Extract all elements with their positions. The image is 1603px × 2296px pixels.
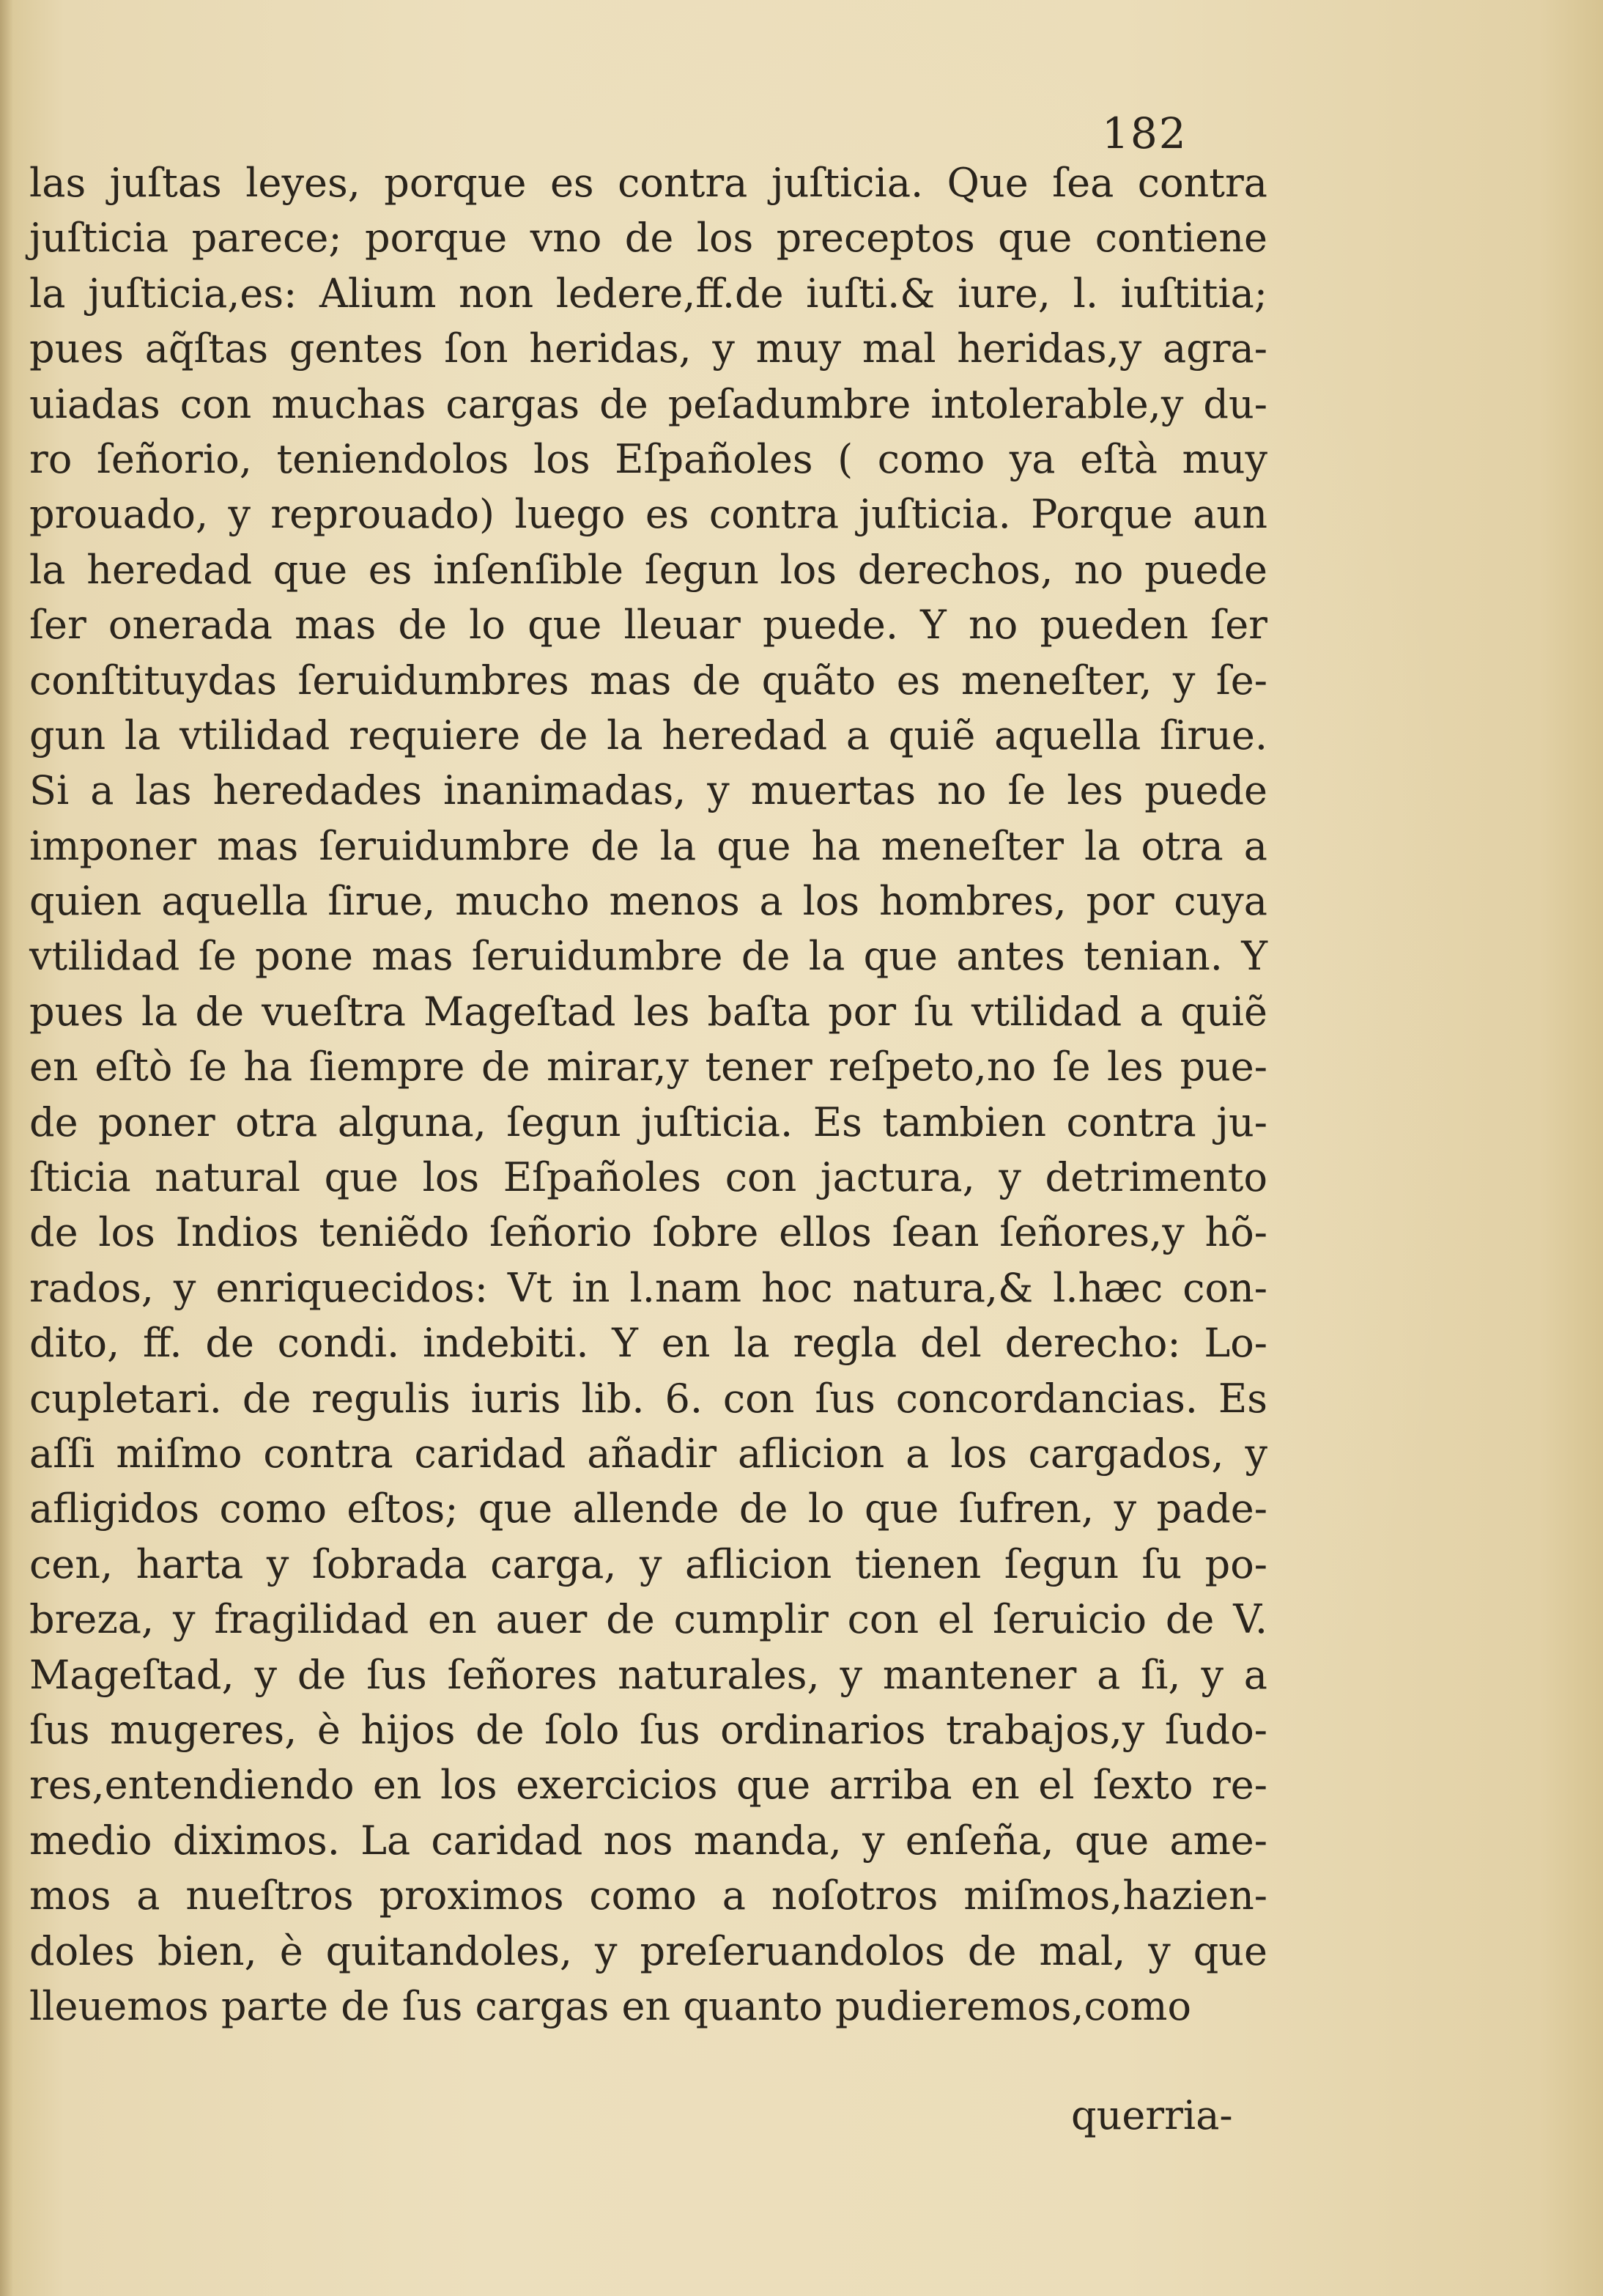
text-line: ſer onerada mas de lo que lleuar puede. Y no pueden ſer xyxy=(29,602,1267,649)
text-line: cupletari. de regulis iuris lib. 6. con ſus concordancias. Es xyxy=(29,1375,1267,1422)
text-line: gun la vtilidad requiere de la heredad a quiẽ aquella ſirue. xyxy=(29,712,1267,758)
text-line: uiadas con muchas cargas de peſadumbre intolerable,y du- xyxy=(29,380,1267,427)
text-line: pues aq̃ſtas gentes ſon heridas, y muy mal heridas,y agra- xyxy=(29,325,1267,372)
text-line: juſticia parece; porque vno de los preceptos que contiene xyxy=(29,215,1267,262)
catchword: querria- xyxy=(1071,2092,1233,2138)
text-line: imponer mas ſeruidumbre de la que ha meneſter la otra a xyxy=(29,822,1267,869)
text-line: las juſtas leyes, porque es contra juſticia. Que ſea contra xyxy=(29,160,1267,206)
text-line: quien aquella ſirue, mucho menos a los hombres, por cuya xyxy=(29,878,1267,925)
text-line: vtilidad ſe pone mas ſeruidumbre de la que antes tenian. Y xyxy=(29,933,1267,980)
text-line: afligidos como eſtos; que allende de lo que ſufren, y pade- xyxy=(29,1485,1267,1532)
text-line: ſus mugeres, è hijos de ſolo ſus ordinarios trabajos,y ſudo- xyxy=(29,1706,1267,1753)
text-line: Mageſtad, y de ſus ſeñores naturales, y mantener a ſi, y a xyxy=(29,1651,1267,1698)
text-line: la juſticia,es: Alium non ledere,ff.de iuſti.& iure, l. iuſtitia; xyxy=(29,270,1267,317)
text-line: cen, harta y ſobrada carga, y aflicion tienen ſegun ſu po- xyxy=(29,1540,1267,1587)
text-line: ſticia natural que los Eſpañoles con jactura, y detrimento xyxy=(29,1154,1267,1201)
text-line: conſtituydas ſeruidumbres mas de quãto es meneſter, y ſe- xyxy=(29,657,1267,704)
text-line: la heredad que es inſenſible ſegun los derechos, no puede xyxy=(29,546,1267,593)
text-line: lleuemos parte de ſus cargas en quanto pudieremos,como xyxy=(29,1982,1192,2029)
text-line: de poner otra alguna, ſegun juſticia. Es tambien contra ju- xyxy=(29,1099,1267,1145)
page-number: 182 xyxy=(1102,108,1188,158)
text-line: ro ſeñorio, teniendolos los Eſpañoles ( como ya eſtà muy xyxy=(29,435,1267,482)
text-line: Si a las heredades inanimadas, y muertas no ſe les puede xyxy=(29,767,1267,814)
text-line: doles bien, è quitandoles, y preſeruandolos de mal, y que xyxy=(29,1927,1267,1974)
text-line: rados, y enriquecidos: Vt in l.nam hoc natura,& l.hæc con- xyxy=(29,1264,1267,1311)
text-line: mos a nueſtros proximos como a noſotros miſmos,hazien- xyxy=(29,1872,1267,1919)
text-line: medio diximos. La caridad nos manda, y enſeña, que ame- xyxy=(29,1817,1267,1864)
page-edge-shadow xyxy=(0,0,13,2296)
text-line: de los Indios teniẽdo ſeñorio ſobre ellos ſean ſeñores,y hõ- xyxy=(29,1209,1267,1256)
text-line: breza, y fragilidad en auer de cumplir con el ſeruicio de V. xyxy=(29,1596,1267,1643)
body-text xyxy=(29,155,1267,2034)
text-line: aſſi miſmo contra caridad añadir aflicion a los cargados, y xyxy=(29,1430,1267,1477)
text-line: en eſtò ſe ha ſiempre de mirar,y tener reſpeto,no ſe les pue- xyxy=(29,1044,1267,1090)
text-line: res,entendiendo en los exercicios que arriba en el ſexto re- xyxy=(29,1762,1267,1809)
text-line: dito, ff. de condi. indebiti. Y en la regla del derecho: Lo- xyxy=(29,1320,1267,1367)
text-line: pues la de vueſtra Mageſtad les baſta por ſu vtilidad a quiẽ xyxy=(29,988,1267,1035)
text-line: prouado, y reprouado) luego es contra juſticia. Porque aun xyxy=(29,491,1267,538)
